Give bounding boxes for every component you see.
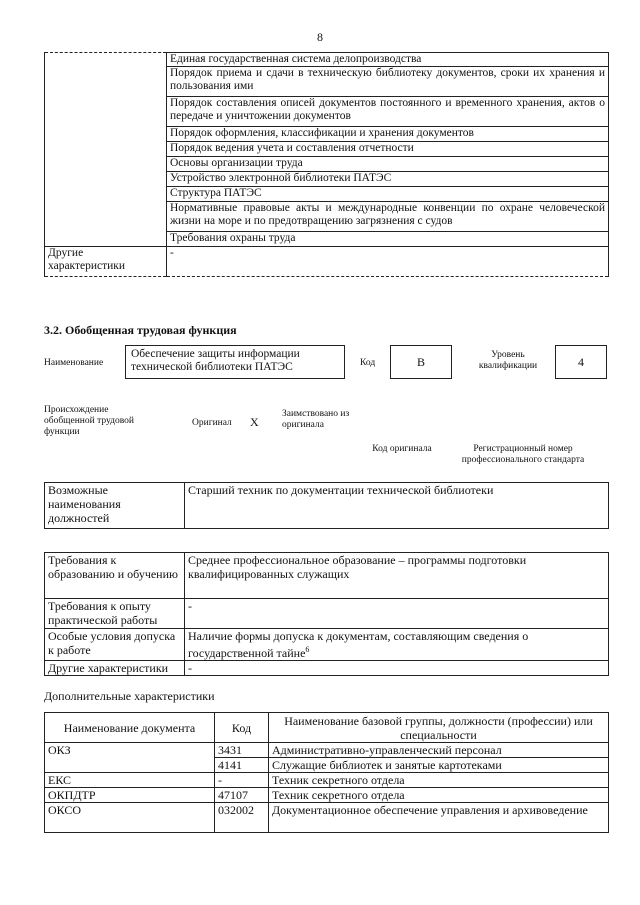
original-label: Оригинал bbox=[192, 418, 232, 428]
level-label: Уровень квалификации bbox=[478, 350, 538, 371]
knowledge-item: Устройство электронной библиотеки ПАТЭС bbox=[167, 172, 609, 187]
doc-cell: ЕКС bbox=[45, 773, 215, 788]
code-cell: 47107 bbox=[215, 788, 269, 803]
level-box: 4 bbox=[555, 345, 607, 379]
knowledge-table bbox=[44, 52, 609, 277]
knowledge-item: Основы организации труда bbox=[167, 157, 609, 172]
name-cell: Техник секретного отдела bbox=[269, 773, 609, 788]
name-cell: Служащие библиотек и занятые картотеками bbox=[269, 758, 609, 773]
origin-label: Происхождение обобщенной трудовой функции bbox=[44, 405, 134, 437]
requirements-table bbox=[44, 552, 609, 676]
original-code-label: Код оригинала bbox=[372, 444, 432, 454]
doc-cell: ОКСО bbox=[45, 803, 215, 833]
header-doc: Наименование документа bbox=[45, 713, 215, 743]
knowledge-item: Структура ПАТЭС bbox=[167, 187, 609, 202]
positions-table bbox=[44, 482, 609, 529]
code-label: Код bbox=[360, 358, 376, 368]
requirement-label: Особые условия допуска к работе bbox=[45, 629, 185, 661]
section-title: 3.2. Обобщенная трудовая функция bbox=[44, 323, 237, 337]
knowledge-item: Порядок приема и сдачи в техническую библиотеку документов, сроки их хранения и пользования ими bbox=[167, 67, 609, 97]
function-name-box: Обеспечение защиты информации технической библиотеки ПАТЭС bbox=[125, 345, 345, 379]
name-cell: Документационное обеспечение управления и архивоведение bbox=[269, 803, 609, 833]
requirement-value bbox=[185, 629, 609, 661]
additional-title: Дополнительные характеристики bbox=[44, 689, 215, 703]
name-cell: Административно-управленческий персонал bbox=[269, 743, 609, 758]
knowledge-item: Единая государственная система делопроизводства bbox=[167, 53, 609, 67]
code-cell: 032002 bbox=[215, 803, 269, 833]
knowledge-item: Порядок ведения учета и составления отчетности bbox=[167, 142, 609, 157]
requirement-label: Другие характеристики bbox=[45, 661, 185, 676]
requirement-value: - bbox=[185, 661, 609, 676]
additional-table bbox=[44, 712, 609, 833]
footnote-ref: 6 bbox=[305, 645, 310, 654]
original-mark: Х bbox=[250, 415, 259, 429]
requirement-text: Наличие формы допуска к документам, составляющим сведения о государственной тайне bbox=[188, 629, 529, 660]
name-cell: Техник секретного отдела bbox=[269, 788, 609, 803]
knowledge-label-cell bbox=[45, 53, 167, 247]
requirement-value: - bbox=[185, 599, 609, 629]
positions-label: Возможные наименования должностей bbox=[45, 483, 185, 529]
name-label: Наименование bbox=[44, 358, 104, 368]
header-name: Наименование базовой группы, должности (профессии) или специальности bbox=[269, 713, 609, 743]
code-cell: 3431 bbox=[215, 743, 269, 758]
requirement-label: Требования к опыту практической работы bbox=[45, 599, 185, 629]
knowledge-item: Порядок составления описей документов постоянного и временного хранения, актов о передаче и уничтожении документов bbox=[167, 97, 609, 127]
registration-number-label: Регистрационный номер профессионального стандарта bbox=[461, 444, 585, 465]
other-characteristics-label: Другие характеристики bbox=[45, 247, 167, 277]
doc-cell: ОКПДТР bbox=[45, 788, 215, 803]
header-code: Код bbox=[215, 713, 269, 743]
doc-cell: ОКЗ bbox=[45, 743, 215, 773]
knowledge-item: Нормативные правовые акты и международные конвенции по охране человеческой жизни на море и по предотвращению загрязнения с судов bbox=[167, 202, 609, 232]
positions-value: Старший техник по документации технической библиотеки bbox=[185, 483, 609, 529]
borrowed-label: Заимствовано из оригинала bbox=[282, 409, 350, 430]
code-cell: - bbox=[215, 773, 269, 788]
requirement-label: Требования к образованию и обучению bbox=[45, 553, 185, 599]
requirement-value: Среднее профессиональное образование – программы подготовки квалифицированных служащих bbox=[185, 553, 609, 599]
knowledge-item: Порядок оформления, классификации и хранения документов bbox=[167, 127, 609, 142]
knowledge-item: Требования охраны труда bbox=[167, 232, 609, 247]
other-characteristics-value: - bbox=[167, 247, 609, 277]
code-cell: 4141 bbox=[215, 758, 269, 773]
code-box: В bbox=[390, 345, 452, 379]
page-number: 8 bbox=[317, 30, 323, 44]
